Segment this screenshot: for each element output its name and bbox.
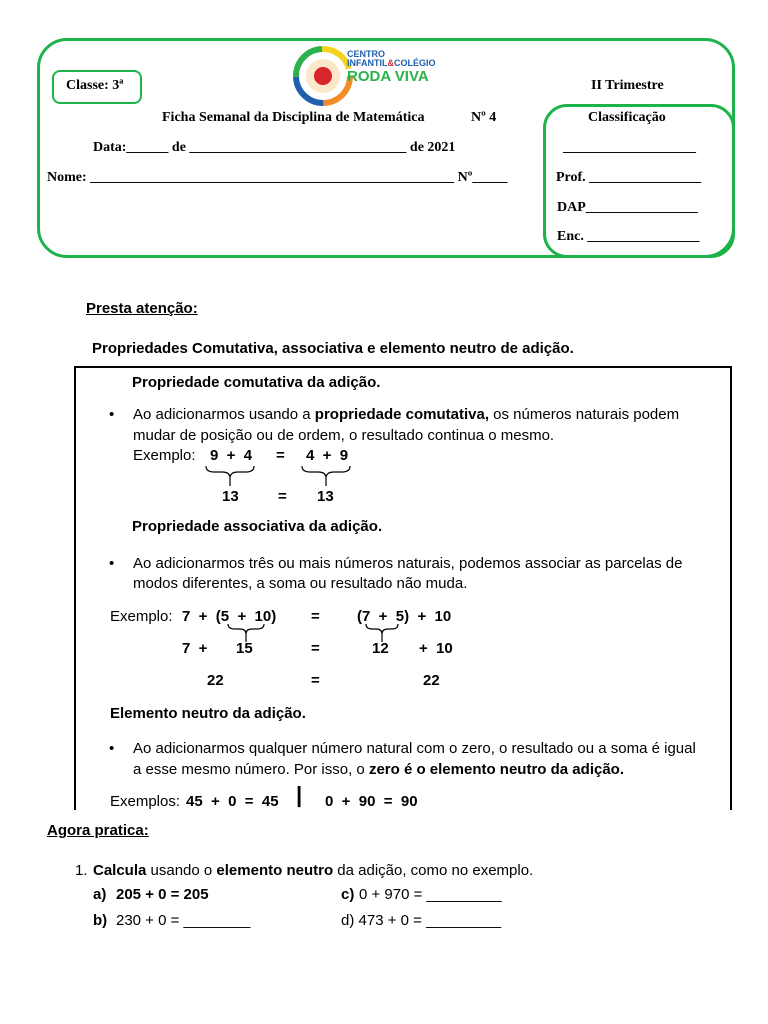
assoc-r1-left-a: 7 + xyxy=(182,640,208,657)
school-logo xyxy=(293,45,441,107)
neutro-title: Elemento neutro da adição. xyxy=(110,705,306,722)
assoc-r2-left: 22 xyxy=(207,672,224,689)
instr-mid: usando o xyxy=(146,862,217,879)
neutro-ex2: 0 + 90 = 90 xyxy=(325,793,418,810)
comut-example-label: Exemplo: xyxy=(133,447,196,464)
neutro-text-line2-bold: zero é o elemento neutro da adição. xyxy=(368,761,624,778)
assoc-r2-eq: = xyxy=(311,672,320,689)
prof-field: Prof. ________________ xyxy=(556,170,702,185)
neutro-examples-label: Exemplos: xyxy=(110,793,181,810)
logo-line2-b: COLÉGIO xyxy=(394,58,436,68)
item-c-text[interactable]: 0 + 970 = _________ xyxy=(359,886,502,903)
assoc-title: Propriedade associativa da adição. xyxy=(132,518,383,535)
intro-text: Propriedades Comutativa, associativa e elemento neutro de adição. xyxy=(92,340,574,357)
neutro-text-line2-pre: a esse mesmo número. Por isso, o xyxy=(133,761,369,778)
comut-text-bold: propriedade comutativa, xyxy=(314,406,489,423)
assoc-ex-right: (7 + 5) + 10 xyxy=(357,608,452,625)
logo-line1: CENTRO xyxy=(347,49,385,59)
item-b-label: b) xyxy=(93,912,108,929)
agora-heading: Agora pratica: xyxy=(47,822,149,839)
instr-end: da adição, como no exemplo. xyxy=(333,862,534,879)
item-b-text[interactable]: 230 + 0 = ________ xyxy=(116,912,251,929)
sheet-number: Nº 4 xyxy=(471,110,497,125)
exercise-instruction xyxy=(93,862,533,879)
instr-bold2: elemento neutro xyxy=(216,862,334,879)
assoc-r1-right-b: + 10 xyxy=(419,640,453,657)
comut-ex-right: 4 + 9 xyxy=(306,447,349,464)
assoc-text-line1: • Ao adicionarmos três ou mais números naturais, podemos associar as parcelas de xyxy=(133,555,682,572)
sheet-title: Ficha Semanal da Disciplina de Matemática xyxy=(162,110,425,125)
enc-field: Enc. ________________ xyxy=(557,229,700,244)
dap-field: DAP________________ xyxy=(557,200,698,215)
comut-ex-left: 9 + 4 xyxy=(210,447,253,464)
comut-res-right: 13 xyxy=(317,488,334,505)
presta-heading: Presta atenção: xyxy=(86,300,198,317)
comut-res-eq: = xyxy=(278,488,287,505)
assoc-r1-eq: = xyxy=(311,640,320,657)
neutro-separator: | xyxy=(296,782,303,807)
logo-line2-a: INFANTIL xyxy=(347,58,388,68)
exercise-number: 1. xyxy=(75,862,88,879)
item-c-label: c) xyxy=(341,886,355,903)
assoc-r1-left-b: 15 xyxy=(236,640,253,657)
name-field: Nome: ____________________________________________________ Nº_____ xyxy=(47,170,508,185)
neutro-text-line2 xyxy=(133,761,624,778)
classificacao-label: Classificação xyxy=(588,110,666,125)
neutro-ex1: 45 + 0 = 45 xyxy=(186,793,279,810)
comut-ex-eq: = xyxy=(276,447,285,464)
comut-title: Propriedade comutativa da adição. xyxy=(132,374,381,391)
comut-res-left: 13 xyxy=(222,488,239,505)
logo-line2 xyxy=(347,58,436,68)
logo-line3: RODA VIVA xyxy=(347,68,429,85)
trimester: II Trimestre xyxy=(591,78,664,93)
assoc-ex-eq: = xyxy=(311,608,320,625)
comut-text xyxy=(133,406,679,423)
date-field: Data:______ de _______________________________ de 2021 xyxy=(93,140,456,155)
instr-bold1: Calcula xyxy=(93,862,147,879)
comut-brace-icon xyxy=(200,464,370,488)
assoc-ex-left: 7 + (5 + 10) xyxy=(182,608,277,625)
item-a-text: 205 + 0 = 205 xyxy=(116,886,209,903)
assoc-example-label: Exemplo: xyxy=(110,608,173,625)
logo-amp: & xyxy=(387,58,394,68)
logo-circle-icon xyxy=(293,45,353,107)
assoc-text-line2: modos diferentes, a soma ou resultado não muda. xyxy=(133,575,468,592)
comut-text-pre: Ao adicionarmos usando a xyxy=(133,406,315,423)
neutro-text-line1: • Ao adicionarmos qualquer número natural com o zero, o resultado ou a soma é igual xyxy=(133,740,696,757)
item-d-text[interactable]: d) 473 + 0 = _________ xyxy=(341,912,502,929)
assoc-r2-right: 22 xyxy=(423,672,440,689)
comut-text-post: os números naturais podem xyxy=(489,406,680,423)
classe-label: Classe: 3ª xyxy=(66,78,124,93)
classificacao-field: ___________________ xyxy=(563,140,696,155)
comut-text-line2: mudar de posição ou de ordem, o resultado continua o mesmo. xyxy=(133,427,555,444)
item-a-label: a) xyxy=(93,886,107,903)
assoc-r1-right-a: 12 xyxy=(372,640,389,657)
